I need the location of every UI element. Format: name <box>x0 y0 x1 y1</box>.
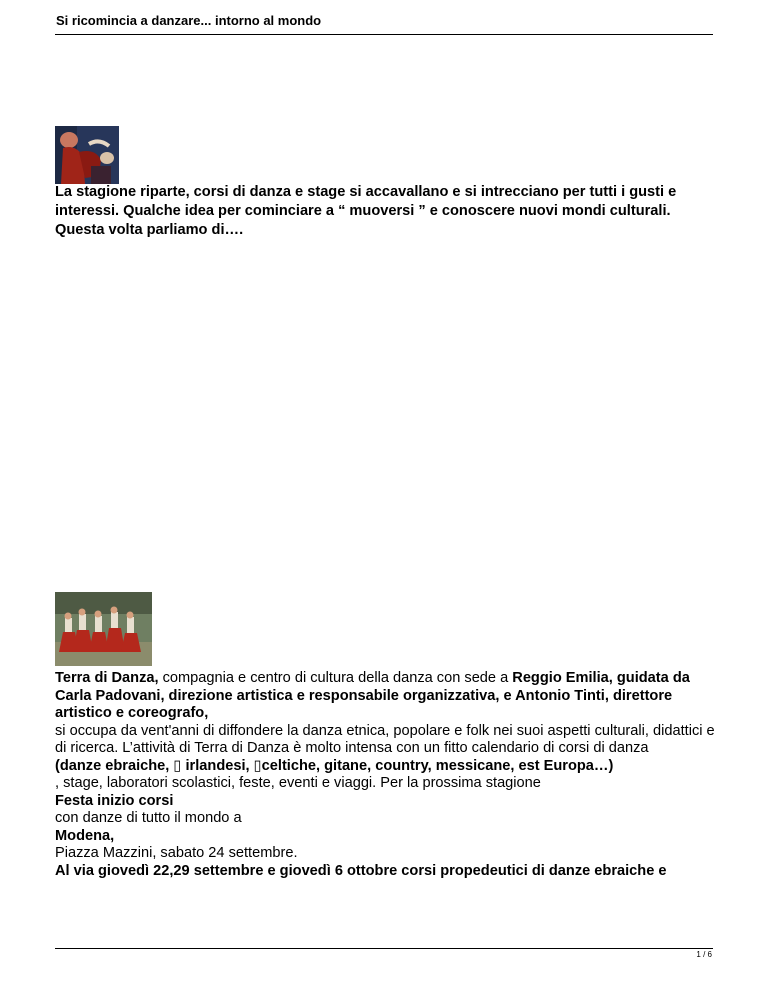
document-title: Si ricomincia a danzare... intorno al mondo <box>56 13 322 28</box>
org-description: compagnia e centro di cultura della danza con sede a <box>158 670 513 686</box>
org-location-leaders: Reggio Emilia, guidata da Carla Padovani, direzione artistica e responsabile organizzativa, e Antonio Tinti, direttore artistico e coreografo, <box>55 670 690 721</box>
event-place-date: Piazza Mazzini, sabato 24 settembre. <box>55 845 298 861</box>
org-name: Terra di Danza, <box>55 670 159 686</box>
folk-dance-photo <box>55 592 152 666</box>
intro-paragraph: La stagione riparte, corsi di danza e stage si accavallano e si intrecciano per tutti i gusti e interessi. Qualche idea per cominciare a “ muoversi ” e conoscere nuovi mondi culturali. Questa volta parliamo di…. <box>55 184 677 238</box>
event-description: con danze di tutto il mondo a <box>55 810 242 826</box>
article-paragraph-activity: si occupa da vent'anni di diffondere la danza etnica, popolare e folk nei suoi aspetti culturali, didattici e di ricerca. L’attività di Terra di Danza è molto intensa con un fitto calendario di corsi di danza <box>55 722 715 756</box>
article-paragraph-intro <box>55 670 715 723</box>
courses-start-announcement: Al via giovedì 22,29 settembre e giovedì 6 ottobre corsi propedeutici di danze ebraiche e <box>55 862 667 879</box>
dancer-photo <box>55 126 119 184</box>
article-paragraph-events: , stage, laboratori scolastici, feste, eventi e viaggi. Per la prossima stagione <box>55 775 541 791</box>
article-body <box>55 670 715 880</box>
folk-dance-photo-graphic <box>55 592 152 666</box>
footer-divider <box>55 948 713 949</box>
header-divider <box>55 34 713 35</box>
dancer-photo-graphic <box>55 126 119 184</box>
dance-types-list: (danze ebraiche, ▯ irlandesi, ▯celtiche, gitane, country, messicane, est Europa…) <box>55 757 614 774</box>
event-title: Festa inizio corsi <box>55 792 174 809</box>
event-city: Modena, <box>55 827 115 844</box>
page-number: 1 / 6 <box>696 950 712 959</box>
